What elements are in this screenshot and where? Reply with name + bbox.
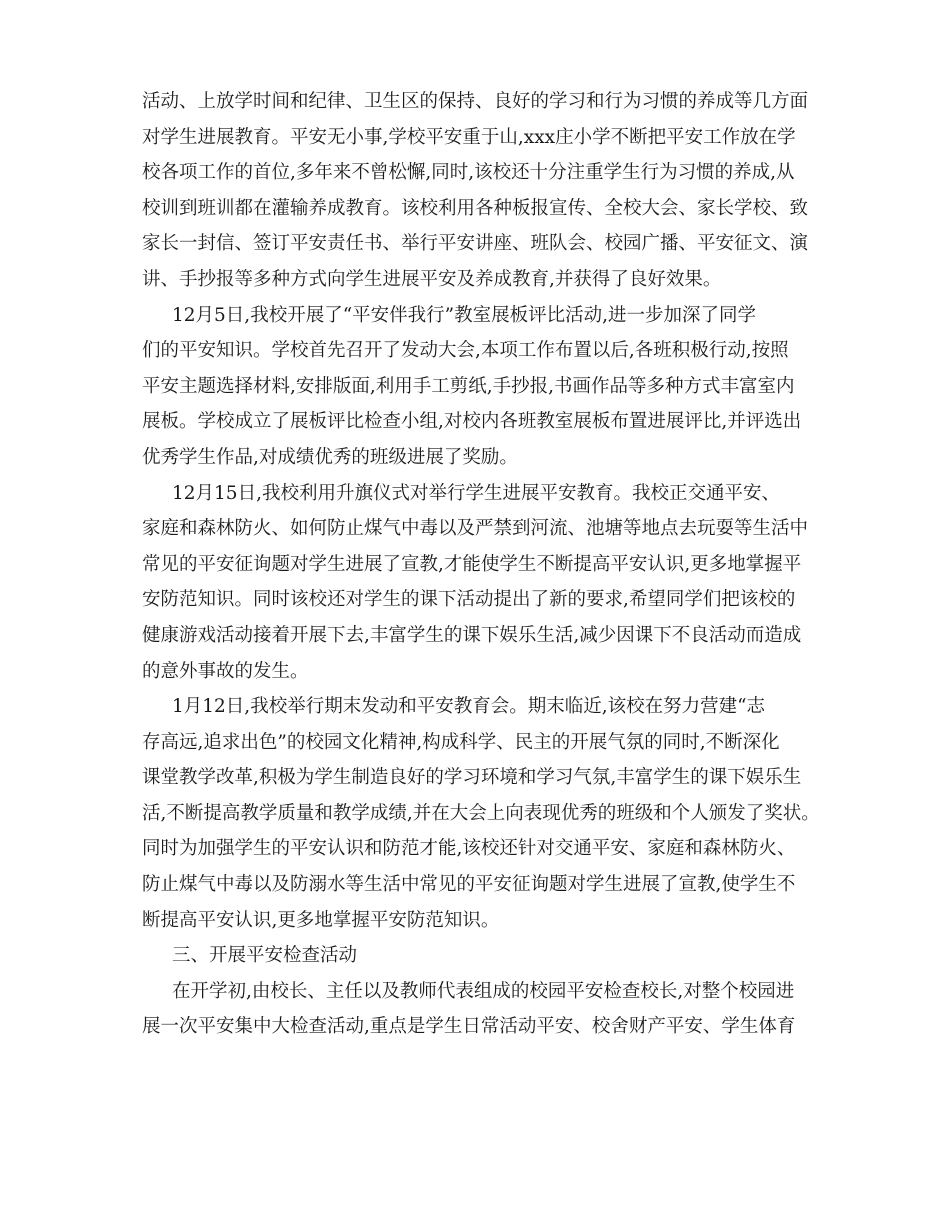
text-line: 的意外事故的发生。 [142, 660, 309, 682]
text-line: 对学生进展教育。平安无小事,学校平安重于山,xxx庄小学不断把平安工作放在学 [142, 126, 796, 148]
text-line: 常见的平安征询题对学生进展了宣教,才能使学生不断提高平安认识,更多地掌握平 [142, 553, 802, 575]
text-line: 12月5日,我校开展了“平安伴我行”教室展板评比活动,进一步加深了同学 [172, 304, 756, 326]
text-line: 存高远,追求出色”的校园文化精神,构成科学、民主的开展气氛的同时,不断深化 [142, 731, 780, 753]
text-line: 断提高平安认识,更多地掌握平安防范知识。 [142, 909, 500, 931]
text-line: 们的平安知识。学校首先召开了发动大会,本项工作布置以后,各班积极行动,按照 [142, 340, 789, 362]
text-line: 同时为加强学生的平安认识和防范才能,该校还针对交通平安、家庭和森林防火、 [142, 838, 796, 860]
text-line: 安防范知识。同时该校还对学生的课下活动提出了新的要求,希望同学们把该校的 [142, 589, 796, 611]
text-line: 活动、上放学时间和纪律、卫生区的保持、良好的学习和行为习惯的养成等几方面 [142, 91, 809, 112]
text-line: 防止煤气中毒以及防溺水等生活中常见的平安征询题对学生进展了宣教,使学生不 [142, 874, 796, 896]
text-line: 健康游戏活动接着开展下去,丰富学生的课下娱乐生活,减少因课下不良活动而造成 [142, 624, 802, 646]
text-line: 课堂教学改革,积极为学生制造良好的学习环境和学习气氛,丰富学生的课下娱乐生 [142, 767, 802, 789]
text-line: 三、开展平安检查活动 [172, 945, 358, 967]
text-line: 12月15日,我校利用升旗仪式对举行学生进展平安教育。我校正交通平安、 [172, 482, 780, 504]
body-text [142, 84, 832, 1045]
text-line: 展板。学校成立了展板评比检查小组,对校内各班教室展板布置进展评比,并评选出 [142, 411, 802, 433]
text-line: 讲、手抄报等多种方式向学生进展平安及养成教育,并获得了良好效果。 [142, 268, 722, 290]
text-line: 在开学初,由校长、主任以及教师代表组成的校园平安检查校长,对整个校园进 [172, 980, 795, 1002]
text-line: 平安主题选择材料,安排版面,利用手工剪纸,手抄报,书画作品等多种方式丰富室内 [142, 375, 795, 397]
text-line: 展一次平安集中大检查活动,重点是学生日常活动平安、校舍财产平安、学生体育 [142, 1016, 796, 1038]
text-line: 校各项工作的首位,多年来不曾松懈,同时,该校还十分注重学生行为习惯的养成,从 [142, 162, 795, 184]
text-line: 活,不断提高教学质量和教学成绩,并在大会上向表现优秀的班级和个人颁发了奖状。 [142, 802, 820, 824]
text-line: 1月12日,我校举行期末发动和平安教育会。期末临近,该校在努力营建“志 [172, 696, 766, 718]
text-line: 家长一封信、签订平安责任书、举行平安讲座、班队会、校园广播、平安征文、演 [142, 233, 809, 255]
text-line: 优秀学生作品,对成绩优秀的班级进展了奖励。 [142, 446, 518, 468]
text-line: 校训到班训都在灌输养成教育。该校利用各种板报宣传、全校大会、家长学校、致 [142, 197, 809, 219]
text-line: 家庭和森林防火、如何防止煤气中毒以及严禁到河流、池塘等地点去玩耍等生活中 [142, 518, 809, 540]
